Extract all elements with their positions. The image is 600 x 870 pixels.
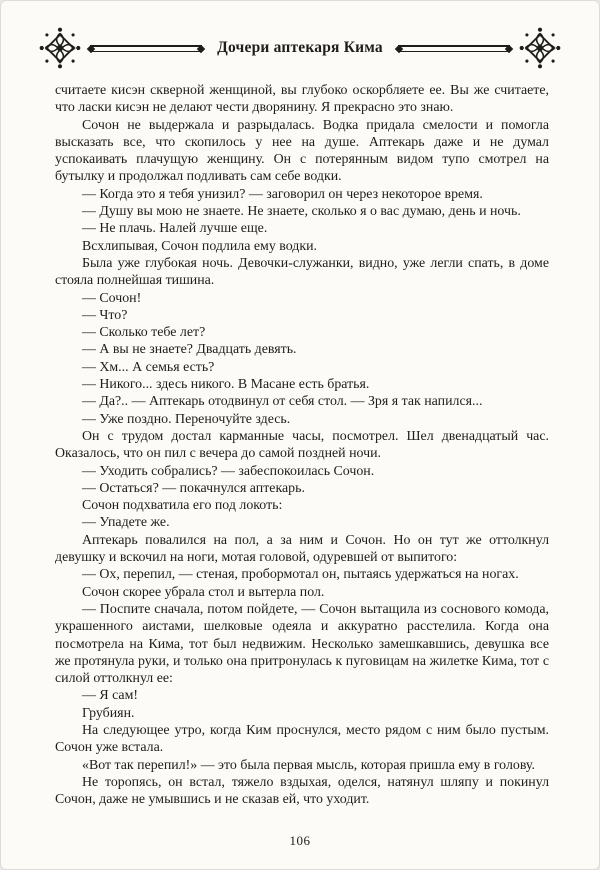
paragraph: — Не плачь. Налей лучше еще. — [82, 221, 268, 237]
floral-ornament-icon — [517, 25, 563, 71]
paragraph: Сочон скорее убрала стол и вытерла пол. — [82, 584, 325, 600]
text-body — [1, 73, 599, 808]
paragraph: «Вот так перепил!» — это была первая мысль, которая пришла ему в голову. — [82, 757, 535, 773]
paragraph: — Душу вы мою не знаете. Не знаете, сколько я о вас думаю, день и ночь. — [82, 204, 521, 220]
paragraph: считаете кисэн скверной женщиной, вы глубоко оскорбляете ее. Вы же считаете, что ласки кисэн не делают чести дворянину. Я прекрасно это знаю. — [55, 83, 549, 116]
paragraph: Всхлипывая, Сочон подлила ему водки. — [82, 238, 317, 254]
paragraph: — Никого... здесь никого. В Масане есть братья. — [82, 377, 370, 393]
paragraph: — Остаться? — покачнулся аптекарь. — [82, 480, 305, 496]
paragraph: — Ох, перепил, — стеная, пробормотал он, пытаясь удержаться на ногах. — [82, 567, 519, 583]
paragraph: Он с трудом достал карманные часы, посмотрел. Шел двенадцатый час. Оказалось, что он пил с вечера до самой поздней ночи. — [55, 428, 549, 462]
floral-ornament-icon — [37, 25, 83, 71]
header-rule-left — [90, 45, 202, 52]
paragraph: — А вы не знаете? Двадцать девять. — [82, 342, 297, 358]
paragraph: — Когда это я тебя унизил? — заговорил он через некоторое время. — [82, 186, 483, 202]
header-rule-right — [398, 45, 510, 52]
paragraph: Аптекарь повалился на пол, а за ним и Сочон. Но он тут же оттолкнул девушку и вскочил на ноги, мотая головой, одуревшей от выпитого: — [55, 532, 549, 566]
paragraph: — Я сам! — [82, 688, 139, 704]
paragraph: — Сколько тебе лет? — [82, 325, 206, 341]
paragraph: — Да?.. — Аптекарь отодвинул от себя стол. — Зря я так напился... — [82, 394, 483, 410]
paragraph: — Упадете же. — [82, 515, 170, 531]
paragraph: Сочон не выдержала и разрыдалась. Водка придала смелости и помогла высказать все, что скопилось у нее на душе. Аптекарь даже и не думал успокаивать плачущую женщину. Он с потерянным видом тупо смотрел на бутылку и продолжал подливать сам себе водки. — [55, 117, 549, 185]
page-number: 106 — [289, 833, 311, 848]
paragraph: — Поспите сначала, потом пойдете, — Сочон вытащила из соснового комода, украшенного аистами, шелковые одеяла и аккуратно расстелила. Когда она посмотрела на Кима, тот был недвижим. Несколько замешкавшись, девушка все же протянула руки, и только она притронулась к пуговицам на жилетке Кима, тот с силой оттолкнул ее: — [55, 601, 549, 687]
paragraph: На следующее утро, когда Ким проснулся, место рядом с ним было пустым. Сочон уже встала. — [55, 722, 549, 756]
paragraph: — Что? — [82, 307, 128, 323]
paragraph: — Уходить собрались? — забеспокоилась Сочон. — [82, 463, 375, 479]
paragraph: Грубиян. — [82, 705, 135, 721]
paragraph: Была уже глубокая ночь. Девочки-служанки, видно, уже легли спать, в доме стояла полнейшая тишина. — [55, 255, 549, 289]
page-title: Дочери аптекаря Кима — [217, 39, 383, 56]
paragraph: — Хм... А семья есть? — [82, 359, 215, 375]
paragraph: Сочон подхватила его под локоть: — [82, 498, 283, 514]
chapter-header — [1, 1, 599, 73]
paragraph: — Сочон! — [82, 290, 142, 306]
paragraph: Не торопясь, он встал, тяжело вздыхая, оделся, натянул шляпу и покинул Сочон, даже не умывшись и не сказав ей, что уходит. — [55, 774, 549, 808]
paragraph: — Уже поздно. Переночуйте здесь. — [82, 411, 291, 427]
